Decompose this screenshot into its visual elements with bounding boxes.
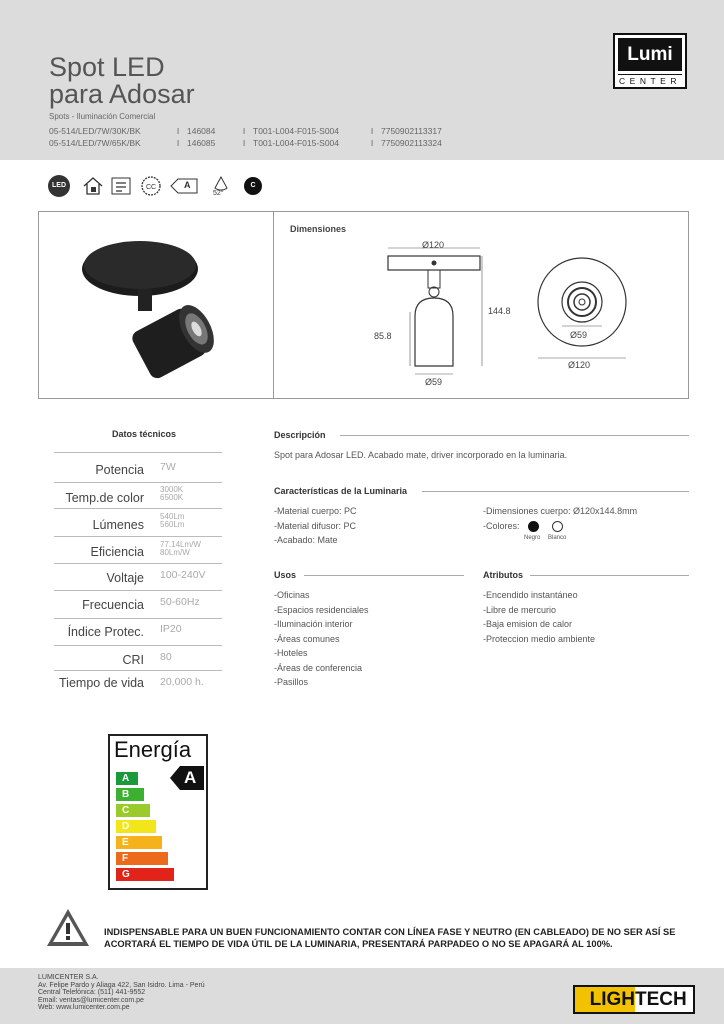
logo-text: Lumi <box>618 38 682 71</box>
dim-top-width: Ø120 <box>422 240 445 250</box>
spec-value: 20,000 h. <box>160 676 204 688</box>
list-item: -Encendido instantáneo <box>483 590 578 600</box>
usos-title: Usos <box>274 570 297 580</box>
body-dimensions: -Dimensiones cuerpo: Ø120x144.8mm <box>483 506 638 516</box>
separator: I <box>176 126 180 136</box>
spec-label: CRI <box>122 653 144 667</box>
warning-line: ACORTARÁ EL TIEMPO DE VIDA ÚTIL DE LA LUMINARIA, PRESENTARÁ PARPADEO O NO SE APAGARÁ AL 100%. <box>104 939 613 949</box>
company-phone: Central Telefónica: (511) 441-9552 <box>38 989 146 996</box>
spec-label: Potencia <box>95 463 144 477</box>
characteristics-title: Características de la Luminaria <box>274 486 408 496</box>
specs-title: Datos técnicos <box>112 429 177 439</box>
list-item: -Baja emision de calor <box>483 619 573 629</box>
spec-value: 100-240V <box>160 569 206 581</box>
spec-label: Tiempo de vida <box>59 676 144 690</box>
divider <box>340 435 689 436</box>
beam-angle-icon <box>208 175 234 201</box>
svg-text:CC: CC <box>145 184 157 191</box>
footer-contact <box>38 974 205 1012</box>
energy-bar-c: C <box>116 804 150 817</box>
dim-bottom-width: Ø59 <box>425 377 443 387</box>
list-item: -Material cuerpo: PC <box>274 506 357 516</box>
product-codes <box>49 125 442 149</box>
color-white-label: Blanco <box>548 535 567 541</box>
page-title <box>49 54 195 108</box>
logo-subtext: CENTER <box>619 76 681 86</box>
divider <box>422 491 689 492</box>
warning-text <box>104 926 704 950</box>
ean-code: 7750902113317 <box>381 126 442 136</box>
model-code: 05-514/LED/7W/65K/BK <box>49 138 141 148</box>
spec-value-1: 540Lm <box>160 512 185 521</box>
spec-value <box>160 486 183 502</box>
title-line-1: Spot LED <box>49 52 165 82</box>
usos-list <box>274 588 369 690</box>
spec-label: Temp.de color <box>65 491 144 505</box>
energy-bar-e: E <box>116 836 162 849</box>
energy-class-letter: A <box>184 180 191 190</box>
lightech-logo <box>573 985 695 1014</box>
list-item: -Espacios residenciales <box>274 604 369 615</box>
panel-divider <box>273 211 274 399</box>
description-title: Descripción <box>274 430 326 440</box>
energy-bar-b: B <box>116 788 144 801</box>
energy-bar-g: G <box>116 868 174 881</box>
list-item: -Acabado: Mate <box>274 535 338 545</box>
dim-total-height: 144.8 <box>488 306 511 316</box>
brand-right: TECH <box>635 989 687 1010</box>
ce-icon <box>110 175 132 197</box>
separator: I <box>370 126 374 136</box>
color-swatch-white <box>552 521 563 532</box>
spec-value <box>160 513 184 529</box>
spec-label: Lúmenes <box>92 518 144 532</box>
list-item: -Libre de mercurio <box>483 604 557 615</box>
company-name: LUMICENTER S.A. <box>38 974 99 981</box>
characteristics-list <box>274 504 357 548</box>
energy-rating-arrow <box>170 766 204 790</box>
atributos-list <box>483 588 595 646</box>
spec-value: IP20 <box>160 623 182 635</box>
ean-code: 7750902113324 <box>381 138 442 148</box>
dimensions-drawing <box>360 236 680 391</box>
spec-label: Frecuencia <box>82 598 144 612</box>
lumicenter-logo <box>613 33 687 89</box>
product-photo <box>70 225 240 385</box>
separator: I <box>242 126 246 136</box>
list-item: -Áreas comunes <box>274 633 340 644</box>
specs-table <box>54 452 222 692</box>
separator: I <box>242 138 246 148</box>
energy-bar-f: F <box>116 852 168 865</box>
spec-value: 7W <box>160 461 176 473</box>
list-item: -Oficinas <box>274 590 310 600</box>
dim-circle-inner: Ø59 <box>570 330 588 340</box>
led-icon: LED <box>48 175 70 197</box>
energy-bar-d: D <box>116 820 156 833</box>
color-black-label: Negro <box>524 535 541 541</box>
divider <box>304 575 464 576</box>
warning-line: INDISPENSABLE PARA UN BUEN FUNCIONAMIENTO CONTAR CON LÍNEA FASE Y NEUTRO (EN CABLEADO) DE NO SER ASÍ SE <box>104 927 676 937</box>
list-item: -Iluminación interior <box>274 619 353 629</box>
energy-class-icon <box>170 178 198 194</box>
energy-bar-a: A <box>116 772 138 785</box>
indoor-icon <box>82 175 104 197</box>
ref-code: T001-L004-F015-S004 <box>253 126 340 136</box>
divider <box>530 575 689 576</box>
code-row <box>49 137 442 149</box>
warning-icon <box>44 906 92 950</box>
color-icon: C <box>244 177 262 195</box>
colors-label: -Colores: <box>483 521 520 531</box>
dim-circle-outer: Ø120 <box>568 360 591 370</box>
list-item: -Áreas de conferencia <box>274 662 363 673</box>
energy-label <box>108 734 208 890</box>
color-swatch-black <box>528 521 539 532</box>
cri-icon <box>140 175 162 197</box>
spec-value <box>160 541 201 557</box>
list-item: -Proteccion medio ambiente <box>483 633 596 644</box>
spec-value: 50-60Hz <box>160 596 200 608</box>
spec-label: Voltaje <box>106 571 144 585</box>
brand-left: LIGH <box>575 987 635 1012</box>
sku: 146085 <box>187 138 216 148</box>
beam-angle-value: 52° <box>213 190 224 197</box>
code-row <box>49 125 442 137</box>
title-line-2: para Adosar <box>49 79 195 109</box>
model-code: 05-514/LED/7W/30K/BK <box>49 126 141 136</box>
spec-value-2: 6500K <box>160 493 184 502</box>
separator: I <box>370 138 374 148</box>
company-web: Web: www.lumicenter.com.pe <box>38 1004 130 1011</box>
list-item: -Pasillos <box>274 677 309 687</box>
spec-label: Eficiencia <box>90 545 144 559</box>
spec-value-2: 560Lm <box>160 520 185 529</box>
ref-code: T001-L004-F015-S004 <box>253 138 340 148</box>
description-text: Spot para Adosar LED. Acabado mate, driver incorporado en la luminaria. <box>274 450 568 460</box>
separator: I <box>176 138 180 148</box>
dim-body-height: 85.8 <box>374 331 392 341</box>
list-item: -Hoteles <box>274 648 308 658</box>
atributos-title: Atributos <box>483 570 523 580</box>
spec-value-1: 77.14Lm/W <box>160 540 201 549</box>
energy-title: Energía <box>114 737 192 762</box>
sku: 146084 <box>187 126 216 136</box>
energy-rating: A <box>184 768 197 787</box>
dimensions-title: Dimensiones <box>290 224 347 234</box>
spec-label: Índice Protec. <box>67 625 144 639</box>
spec-value-1: 3000K <box>160 485 184 494</box>
company-address: Av. Felipe Pardo y Aliaga 422, San Isidro. Lima - Perú <box>38 981 205 989</box>
company-email: Email: ventas@lumicenter.com.pe <box>38 996 144 1004</box>
spec-value: 80 <box>160 651 172 663</box>
list-item: -Material difusor: PC <box>274 520 357 531</box>
subtitle: Spots - Iluminación Comercial <box>49 112 156 121</box>
spec-value-2: 80Lm/W <box>160 548 190 557</box>
